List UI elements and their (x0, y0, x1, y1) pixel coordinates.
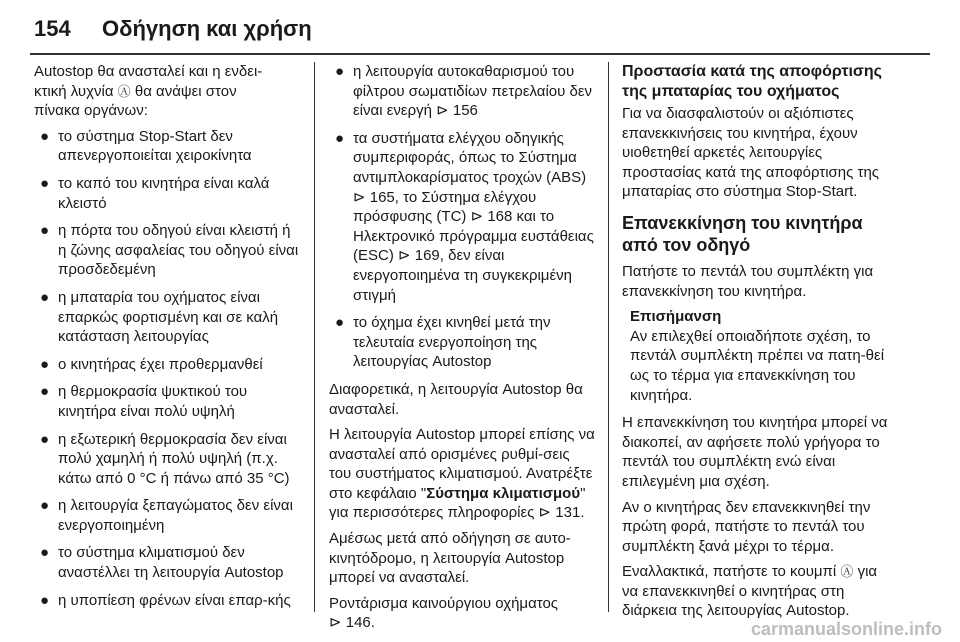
column-divider (608, 62, 609, 612)
arrow-right-icon: ⊳ (398, 247, 411, 265)
list-item: ● η θερμοκρασία ψυκτικού του κινητήρα είναι πολύ υψηλή (40, 383, 248, 420)
list-item: ● η υποπίεση φρένων είναι επαρ-κής (40, 591, 291, 609)
arrow-right-icon: ⊳ (538, 504, 552, 522)
column-1 (34, 62, 300, 618)
section-heading: Επανεκκίνηση του κινητήρα από τον οδηγό (622, 212, 863, 255)
page-number: 154 (34, 16, 71, 41)
arrow-right-icon: ⊳ (436, 102, 449, 120)
watermark: carmanualsonline.info (750, 619, 942, 639)
running-title: Οδήγηση και χρήση (102, 16, 312, 41)
paragraph: Πατήστε το πεντάλ του συμπλέκτη για επανεκκίνηση του κινητήρα. (622, 262, 874, 300)
page-header (34, 6, 930, 52)
list-item: ● το όχημα έχει κινηθεί μετά την τελευταία ενεργοποίηση της λειτουργίας Autostop (335, 314, 551, 371)
list-item: ● τα συστήματα ελέγχου οδηγικής συμπεριφοράς, όπως το Σύστημα αντιμπλοκαρίσματος τροχών (ABS) ⊳ 165, το Σύστημα ελέγχου πρόσφυσης (TC) ⊳ 168 και το Ηλεκτρονικό πρόγραμμα ευστάθειας (ESC) ⊳ 169, δεν είναι ενεργοποιημένα τη συγκεκριμένη στιγμή (335, 129, 594, 304)
list-item: ● το σύστημα Stop-Start δεν απενεργοποιείται χειροκίνητα (40, 127, 252, 165)
paragraph: Αν ο κινητήρας δεν επανεκκινηθεί την πρώτη φορά, πατήστε το πεντάλ του συμπλέκτη ξανά μέχρι το τέρμα. (622, 498, 871, 555)
header-rule (30, 53, 930, 55)
arrow-right-icon: ⊳ (329, 614, 342, 632)
note-box (622, 307, 890, 405)
page-reference[interactable]: 156 (452, 102, 478, 120)
list-item: ● η εξωτερική θερμοκρασία δεν είναι πολύ χαμηλή ή πολύ υψηλή (π.χ. κάτω από 0 °C ή πάνω από 35 °C) (40, 430, 290, 487)
autostop-icon: Ⓐ (840, 564, 854, 580)
autostop-indicator-icon: Ⓐ (117, 83, 131, 99)
list-item: ● ο κινητήρας έχει προθερμανθεί (40, 355, 263, 373)
note-title: Επισήμανση (630, 308, 722, 326)
note-text: Αν επιλεχθεί οποιαδήποτε σχέση, το πεντάλ συμπλέκτη πρέπει να πατη-θεί ως το τέρμα για επανεκκίνηση του κινητήρα. (630, 327, 885, 404)
chapter-link[interactable]: Σύστημα κλιματισμού (426, 484, 581, 502)
page-reference[interactable]: 169 (414, 247, 440, 265)
page-reference[interactable]: 165 (369, 188, 395, 206)
list-item: ● η μπαταρία του οχήματος είναι επαρκώς φορτισμένη και σε καλή κατάσταση λειτουργίας (40, 288, 279, 346)
conditions-list (34, 127, 300, 610)
page-reference[interactable]: 131 (555, 504, 581, 522)
page-reference[interactable]: 168 (487, 208, 513, 226)
paragraph: Εναλλακτικά, πατήστε το κουμπί Ⓐ για να επανεκκινηθεί ο κινητήρας στη διάρκεια της λειτουργίας Autostop. (622, 563, 878, 620)
paragraph: Αμέσως μετά από οδήγηση σε αυτο-κινητόδρομο, η λειτουργία Autostop μπορεί να ανασταλεί. (329, 530, 571, 587)
paragraph: Η επανεκκίνηση του κινητήρα μπορεί να διακοπεί, αν αφήσετε πολύ γρήγορα το πεντάλ του συμπλέκτη ενώ είναι επιλεγμένη μια σχέση. (622, 414, 888, 490)
list-item: ● το καπό του κινητήρα είναι καλά κλειστό (40, 174, 270, 212)
paragraph: Ροντάρισμα καινούργιου οχήματος ⊳ 146. (329, 594, 559, 632)
page-reference[interactable]: 146 (345, 614, 371, 632)
list-item: ● το σύστημα κλιματισμού δεν αναστέλλει τη λειτουργία Autostop (40, 544, 284, 582)
column-divider (314, 62, 315, 612)
paragraph: Διαφορετικά, η λειτουργία Autostop θα ανασταλεί. (329, 380, 583, 418)
column-3 (622, 62, 890, 627)
intro-paragraph: Autostop θα ανασταλεί και η ενδει- κτική λυχνία Ⓐ θα ανάψει στον πίνακα οργάνων: (34, 63, 263, 120)
section-heading: Προστασία κατά της αποφόρτισης της μπαταρίας του οχήματος (622, 63, 882, 100)
paragraph: Για να διασφαλιστούν οι αξιόπιστες επανεκκινήσεις του κινητήρα, έχουν υιοθετηθεί αρκετές λειτουργίες προστασίας κατά της αποφόρτισης της μπαταρίας στο σύστημα Stop-Start. (622, 105, 880, 201)
list-item: ● η πόρτα του οδηγού είναι κλειστή ή η ζώνης ασφαλείας του οδηγού είναι προσδεδεμένη (40, 222, 299, 279)
list-item: ● η λειτουργία ξεπαγώματος δεν είναι ενεργοποιημένη (40, 497, 293, 534)
arrow-right-icon: ⊳ (470, 208, 484, 226)
conditions-list-continued (329, 62, 595, 372)
list-item: ● η λειτουργία αυτοκαθαρισμού του φίλτρου σωματιδίων πετρελαίου δεν είναι ενεργή ⊳ 156 (335, 63, 593, 120)
paragraph: Η λειτουργία Autostop μπορεί επίσης να ανασταλεί από ορισμένες ρυθμί-σεις του συστήματος κλιματισμού. Ανατρέξτε στο κεφάλαιο "Σύστημα κλιματισμού" για περισσότερες πληροφορίες ⊳ 131. (329, 426, 595, 522)
arrow-right-icon: ⊳ (353, 188, 366, 206)
column-2 (329, 62, 595, 639)
